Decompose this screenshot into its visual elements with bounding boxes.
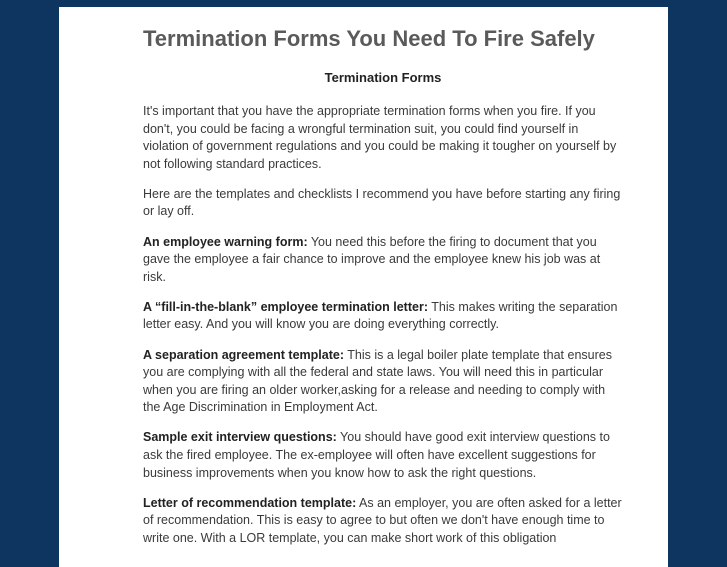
item-heading: A separation agreement template: bbox=[143, 347, 344, 362]
page-container bbox=[59, 7, 668, 567]
item-heading: A “fill-in-the-blank” employee termination letter: bbox=[143, 299, 428, 314]
list-item bbox=[143, 495, 623, 548]
list-item bbox=[143, 299, 623, 334]
list-item bbox=[143, 234, 623, 287]
item-heading: Sample exit interview questions: bbox=[143, 430, 337, 445]
intro-paragraph: Here are the templates and checklists I recommend you have before starting any firing or lay off. bbox=[143, 186, 621, 219]
section-title: Termination Forms bbox=[324, 70, 442, 85]
item-text: As an employer, you are often asked for a letter of recommendation. This is easy to agree to but often we don't have enough time to write one. With a LOR template, you can make short work of this obligation bbox=[143, 495, 622, 545]
item-heading: An employee warning form: bbox=[143, 234, 308, 249]
list-item bbox=[143, 429, 623, 482]
item-text: You need this before the firing to document that you gave the employee a fair chance to improve and the employee knew his job was at risk. bbox=[143, 234, 601, 284]
list-item bbox=[143, 347, 623, 417]
item-text: You should have good exit interview questions to ask the fired employee. The ex-employee will often have excellent suggestions for business improvements when you know how to ask the right questions. bbox=[143, 430, 610, 480]
article bbox=[143, 26, 623, 547]
item-text: This makes writing the separation letter easy. And you will know you are doing everything correctly. bbox=[143, 299, 618, 332]
page-title: Termination Forms You Need To Fire Safely bbox=[143, 26, 595, 51]
item-text: This is a legal boiler plate template that ensures you are complying with all the federal and state laws. You will need this in particular when you are firing an older worker,asking for a release and needing to comply with the Age Discrimination in Employment Act. bbox=[143, 347, 612, 415]
intro-paragraph: It's important that you have the appropriate termination forms when you fire. If you don't, you could be facing a wrongful termination suit, you could find yourself in violation of government regulations and you could be making it tougher on yourself by not following standard practices. bbox=[143, 104, 617, 171]
item-heading: Letter of recommendation template: bbox=[143, 495, 357, 510]
